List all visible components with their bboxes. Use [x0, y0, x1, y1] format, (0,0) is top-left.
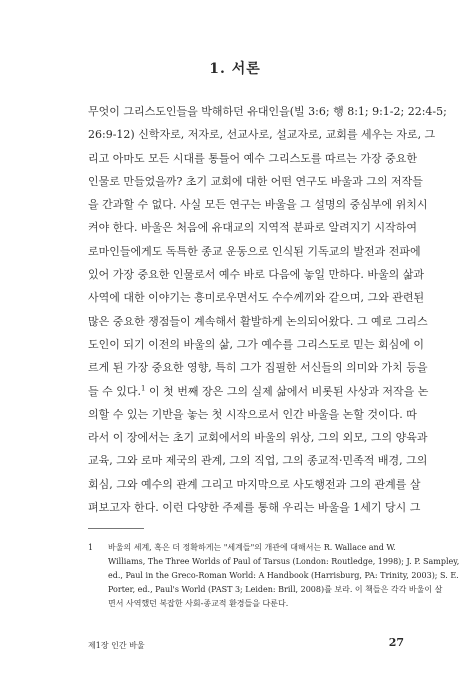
footnote-number: 1 [88, 543, 94, 552]
text-line: 로마인들에게도 독특한 종교 운동으로 인식된 기독교의 발전과 전파에 [88, 244, 421, 258]
text-line: 교육, 그와 로마 제국의 관계, 그의 직업, 그의 종교적·민족적 배경, 그의 [88, 454, 428, 468]
text-segment: 들 수 있다. [88, 384, 141, 398]
text-line: 무엇이 그리스도인들을 박해하던 유대인을(빌 3:6; 행 8:1; 9:1-2; 22:4-5; [88, 105, 447, 118]
page-number: 27 [388, 636, 404, 649]
text-line: 르게 된 가장 중요한 영향, 특히 그가 집필한 서신들의 의미와 가치 등을 [88, 361, 428, 375]
body-text [88, 100, 447, 519]
running-footer-chapter: 제1장 인간 바울 [88, 641, 145, 650]
footnote-line: Porter, ed., Paul's World (PAST 3; Leiden: Brill, 2008)를 보라. 이 책들은 각각 바울이 살 [108, 585, 443, 594]
text-line: 켜야 한다. 바울은 처음에 유대교의 지역적 분파로 알려지기 시작하여 [88, 221, 417, 235]
footnote-marker[interactable]: 1 [141, 383, 146, 392]
footnote-line: 면서 사역했던 복잡한 사회-종교적 환경들을 다룬다. [108, 599, 289, 608]
text-line: 있어 가장 중요한 인물로서 예수 바로 다음에 놓일 만하다. 바울의 삶과 [88, 268, 424, 282]
text-line: 도인이 되기 이전의 바울의 삶, 그가 예수를 그리스도로 믿는 회심에 이 [88, 337, 424, 351]
text-segment: 이 첫 번째 장은 그의 실제 삶에서 비롯된 사상과 저작을 논 [145, 384, 429, 398]
footnote-line: 바울의 세계, 혹은 더 정확하게는 "세계들"의 개관에 대해서는 R. Wallace and W. [108, 543, 396, 552]
text-line: 펴보고자 한다. 이런 다양한 주제를 통해 우리는 바울을 1세기 당시 그 [88, 501, 421, 515]
section-title: 1. 서론 [209, 61, 261, 77]
text-line: 라서 이 장에서는 초기 교회에서의 바울의 위상, 그의 외모, 그의 양육과 [88, 431, 428, 445]
text-line: 리고 아마도 모든 시대를 통틀어 예수 그리스도를 따르는 가장 중요한 [88, 151, 417, 165]
footnote-text [108, 541, 460, 611]
footnote-divider [88, 528, 144, 529]
text-line: 을 간과할 수 없다. 사실 모든 연구는 바울을 그 설명의 중심부에 위치시 [88, 198, 428, 212]
text-line: 26:9-12) 신학자로, 저자로, 선교사로, 설교자로, 교회를 세우는 자로, 그 [88, 128, 436, 142]
text-line-with-footnote [88, 380, 429, 403]
text-line: 회심, 그와 예수의 관계 그리고 마지막으로 사도행전과 그의 관계를 살 [88, 477, 421, 491]
text-line: 많은 중요한 쟁점들이 계속해서 활발하게 논의되어왔다. 그 예로 그리스 [88, 314, 428, 328]
footnote-line: Williams, The Three Worlds of Paul of Tarsus (London: Routledge, 1998); J. P. Sampley, [108, 557, 460, 566]
text-line: 사역에 대한 이야기는 흥미로우면서도 수수께끼와 같으며, 그와 관련된 [88, 291, 425, 305]
footnote [88, 541, 460, 611]
footnote-line: ed., Paul in the Greco-Roman World: A Handbook (Harrisburg, PA: Trinity, 2003); S. E. [108, 571, 459, 580]
text-line: 인물로 만들었을까? 초기 교회에 대한 어떤 연구도 바울과 그의 저작들 [88, 174, 423, 188]
text-line: 의할 수 있는 기반을 놓는 첫 시작으로서 인간 바울을 논할 것이다. 따 [88, 407, 417, 421]
